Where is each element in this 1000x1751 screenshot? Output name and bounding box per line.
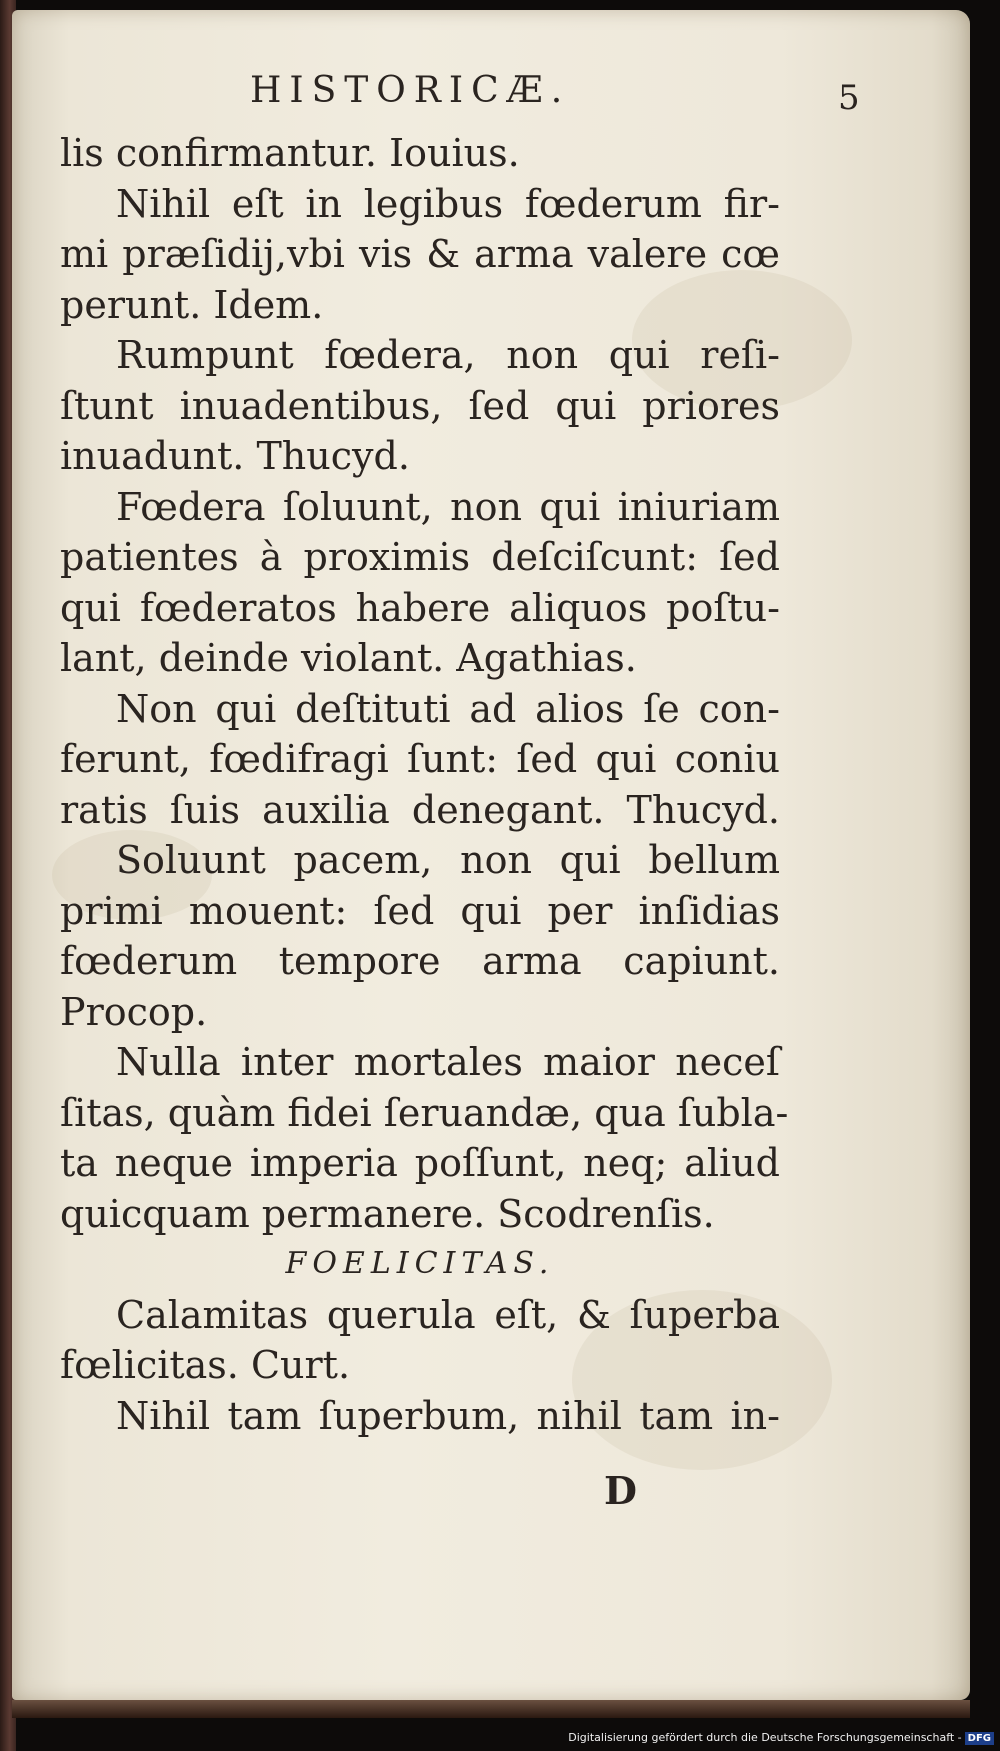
text-body <box>60 128 789 1441</box>
text-line: ferunt, fœdifragi ſunt: ſed qui coniu <box>60 737 780 781</box>
dfg-logo: DFG <box>965 1732 994 1745</box>
text-line: qui fœderatos habere aliquos poſtu- <box>60 585 780 630</box>
text-line: primi mouent: ſed qui per inſidias <box>60 888 780 933</box>
page-number: 5 <box>838 78 860 118</box>
text-line: Procop. <box>60 989 208 1034</box>
text-line: ta neque imperia poſſunt, neq; aliud <box>60 1141 780 1185</box>
digitization-credit <box>568 1731 994 1745</box>
text-line: Soluunt pacem, non qui bellum <box>116 838 780 882</box>
text-line: fœderum tempore arma capiunt. <box>60 939 780 983</box>
text-line: Calamitas querula eſt, & ſuperba <box>116 1292 780 1337</box>
text-line: ratis ſuis auxilia denegant. Thucyd. <box>60 787 780 832</box>
text-line: ſtunt inuadentibus, ſed qui priores <box>60 383 780 428</box>
section-heading: FOELICITAS. <box>285 1246 555 1281</box>
credit-text: Digitalisierung gefördert durch die Deutsche Forschungsgemeinschaft - <box>568 1731 962 1744</box>
text-line: Non qui deſtituti ad alios ſe con- <box>116 686 780 731</box>
text-line: lant, deinde violant. Agathias. <box>60 636 637 680</box>
page-bottom-edge <box>12 1700 970 1718</box>
text-line: fœlicitas. Curt. <box>60 1343 351 1387</box>
text-line: quicquam permanere. Scodrenſis. <box>60 1191 715 1236</box>
text-line: inuadunt. Thucyd. <box>60 434 410 478</box>
text-line: Fœdera ſoluunt, non qui iniuriam <box>116 484 780 529</box>
text-line: lis confirmantur. Iouius. <box>60 131 520 175</box>
text-line: patientes à proximis deſciſcunt: ſed <box>60 535 780 579</box>
text-line: mi præſidij,vbi vis & arma valere cœ <box>60 232 780 276</box>
text-line: Nihil eſt in legibus fœderum fir- <box>116 181 780 226</box>
running-head: HISTORICÆ. <box>250 70 571 111</box>
signature-mark: D <box>604 1468 637 1513</box>
text-line: Rumpunt fœdera, non qui reſi- <box>116 333 780 377</box>
text-line: perunt. Idem. <box>60 282 324 327</box>
text-line: ſitas, quàm fidei ſeruandæ, qua ſubla- <box>60 1090 789 1135</box>
text-line: Nulla inter mortales maior neceſ <box>116 1040 780 1084</box>
text-line: Nihil tam ſuperbum, nihil tam in- <box>116 1393 780 1438</box>
